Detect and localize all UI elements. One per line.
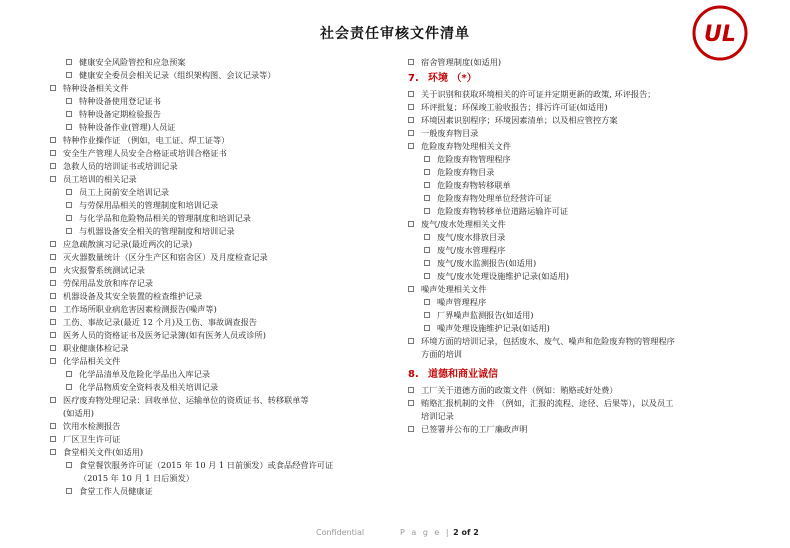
checkbox-icon[interactable] — [424, 260, 430, 266]
checkbox-icon[interactable] — [66, 202, 72, 208]
checklist-item — [66, 381, 385, 394]
checklist-item — [66, 121, 385, 134]
checkbox-icon[interactable] — [66, 59, 72, 65]
checklist-item — [50, 342, 385, 355]
checklist-item-text: 废气/废水监测报告(如适用) — [437, 258, 537, 268]
checklist-item-text: 废气/废水处理设施维护记录(如适用) — [437, 271, 569, 281]
checklist-item — [424, 257, 778, 270]
document-title: 社会责任审核文件清单 — [320, 26, 470, 42]
checklist-item — [424, 179, 778, 192]
checkbox-icon[interactable] — [50, 241, 56, 247]
checklist-item-text: 员工培训的相关记录 — [63, 174, 137, 184]
checklist-item — [50, 82, 385, 95]
checklist-item-text: 与机器设备安全相关的管理制度和培训记录 — [79, 226, 235, 236]
checklist-item — [50, 160, 385, 173]
checkbox-icon[interactable] — [424, 195, 430, 201]
checkbox-icon[interactable] — [408, 91, 414, 97]
checklist-item-text: 已签署并公布的工厂廉政声明 — [421, 424, 528, 434]
checkbox-icon[interactable] — [424, 208, 430, 214]
right-column — [408, 56, 778, 436]
checkbox-icon[interactable] — [408, 221, 414, 227]
checklist-item — [50, 316, 385, 329]
checklist-item-text: 危险废弃物转移单位道路运输许可证 — [437, 206, 569, 216]
checklist-item-text: 与劳保用品相关的管理制度和培训记录 — [79, 200, 219, 210]
checklist-item — [408, 140, 778, 153]
checklist-item-text: 危险废弃物处理单位经营许可证 — [437, 193, 552, 203]
page-number: 2 of 2 — [453, 528, 479, 537]
checklist-item — [408, 56, 778, 69]
checkbox-icon[interactable] — [50, 267, 56, 273]
checklist-item — [66, 368, 385, 381]
checkbox-icon[interactable] — [66, 72, 72, 78]
checklist-item — [50, 277, 385, 290]
checklist-item — [424, 153, 778, 166]
checklist-item-text: 危险废弃物转移联单 — [437, 180, 511, 190]
left-column — [50, 56, 385, 498]
checkbox-icon[interactable] — [424, 273, 430, 279]
checklist-item — [408, 127, 778, 140]
checklist-item-text: 废气/废水管理程序 — [437, 245, 506, 255]
checklist-item-continuation: (如适用) — [63, 408, 94, 418]
checklist-item — [408, 283, 778, 296]
checklist-item-continuation: （2015 年 10 月 1 日后颁发） — [79, 473, 194, 483]
checklist-item-text: 贿赂汇报机制的文件 （例如，汇报的流程、途径、后果等），以及员工 — [421, 398, 674, 408]
checklist-item-text: 特种设备相关文件 — [63, 83, 129, 93]
checklist-item — [66, 199, 385, 212]
checklist-item-text: 医务人员的资格证书及医务记录簿(如有医务人员或诊所) — [63, 330, 266, 340]
checkbox-icon[interactable] — [408, 104, 414, 110]
checklist-item-text: 灭火器数量统计（区分生产区和宿舍区）及月度检查记录 — [63, 252, 268, 262]
checklist-item-text: 厂界噪声监测报告(如适用) — [437, 310, 534, 320]
checkbox-icon[interactable] — [66, 384, 72, 390]
checklist-item — [50, 355, 385, 368]
checklist-item — [408, 88, 778, 101]
checklist-item-text: 环境方面的培训记录，包括废水、废气、噪声和危险废弃物的管理程序 — [421, 336, 675, 346]
checklist-item-text: 与化学品和危险物品相关的管理制度和培训记录 — [79, 213, 251, 223]
checklist-item — [424, 309, 778, 322]
checklist-item — [66, 95, 385, 108]
checkbox-icon[interactable] — [50, 137, 56, 143]
checklist-item-text: 危险废弃物目录 — [437, 167, 495, 177]
checkbox-icon[interactable] — [50, 358, 56, 364]
checkbox-icon[interactable] — [50, 85, 56, 91]
checklist-item-text: 宿舍管理制度(如适用) — [421, 57, 502, 67]
checkbox-icon[interactable] — [424, 182, 430, 188]
checkbox-icon[interactable] — [408, 117, 414, 123]
checklist-item-text: 化学品物质安全资料表及相关培训记录 — [79, 382, 219, 392]
checkbox-icon[interactable] — [424, 299, 430, 305]
checklist-item — [424, 205, 778, 218]
checklist-item-text: 机器设备及其安全装置的检查维护记录 — [63, 291, 203, 301]
checklist-item — [66, 186, 385, 199]
checkbox-icon[interactable] — [66, 215, 72, 221]
checklist-item-text: 急救人员的培训证书或培训记录 — [63, 161, 178, 171]
page-label: P a g e — [400, 528, 442, 537]
checkbox-icon[interactable] — [50, 306, 56, 312]
checklist-item — [50, 303, 385, 316]
checklist-item — [50, 251, 385, 264]
checklist-item — [408, 423, 778, 436]
checkbox-icon[interactable] — [50, 345, 56, 351]
checkbox-icon[interactable] — [66, 98, 72, 104]
section-7-title: 环境 （*） — [428, 73, 477, 84]
checklist-item-text: 饮用水检测报告 — [63, 421, 121, 431]
svg-text:UL: UL — [704, 22, 736, 47]
section-7-heading — [408, 71, 778, 87]
checklist-item-text: 废气/废水排放目录 — [437, 232, 506, 242]
checklist-item — [408, 114, 778, 127]
page-indicator — [400, 528, 479, 537]
checklist-item-text: 健康安全委员会相关记录（组织架构图、会议记录等） — [79, 70, 276, 80]
checklist-item — [66, 485, 385, 498]
checklist-item — [424, 322, 778, 335]
section-8-number: 8. — [408, 369, 419, 380]
checkbox-icon[interactable] — [50, 176, 56, 182]
checklist-item-text: 工伤、事故记录(最近 12 个月)及工伤、事故调查报告 — [63, 317, 257, 327]
checklist-item — [66, 225, 385, 238]
checklist-item-text: 工作场所职业病危害因素检测报告(噪声等) — [63, 304, 217, 314]
checklist-item — [66, 56, 385, 69]
checklist-item — [50, 446, 385, 459]
checkbox-icon[interactable] — [66, 111, 72, 117]
checklist-item-continuation: 方面的培训 — [421, 349, 462, 359]
checklist-item-text: 食堂工作人员健康证 — [79, 486, 153, 496]
checkbox-icon[interactable] — [50, 436, 56, 442]
checklist-item — [424, 231, 778, 244]
checkbox-icon[interactable] — [408, 286, 414, 292]
section-7-number: 7. — [408, 73, 419, 84]
checkbox-icon[interactable] — [424, 312, 430, 318]
checklist-item-text: 应急疏散演习记录(最近两次的记录) — [63, 239, 193, 249]
checkbox-icon[interactable] — [408, 143, 414, 149]
checkbox-icon[interactable] — [408, 400, 414, 406]
checklist-item — [424, 270, 778, 283]
checklist-item-text: 危险废弃物处理相关文件 — [421, 141, 512, 151]
checklist-item — [50, 147, 385, 160]
checklist-item — [50, 420, 385, 433]
checklist-item-text: 医疗废弃物处理记录：回收单位、运输单位的资质证书、转移联单等 — [63, 395, 309, 405]
checklist-item-text: 废气/废水处理相关文件 — [421, 219, 506, 229]
checklist-item — [408, 335, 778, 348]
checklist-item-text: 厂区卫生许可证 — [63, 434, 121, 444]
checklist-item — [66, 108, 385, 121]
checklist-item — [50, 134, 385, 147]
checkbox-icon[interactable] — [424, 247, 430, 253]
checklist-item-text: 火灾报警系统测试记录 — [63, 265, 145, 275]
checklist-item — [408, 101, 778, 114]
checklist-item-text: 化学品相关文件 — [63, 356, 121, 366]
checkbox-icon[interactable] — [50, 332, 56, 338]
checklist-item-text: 关于识别和获取环境相关的许可证并定期更新的政策, 环评报告； — [421, 89, 656, 99]
checklist-item — [424, 244, 778, 257]
checklist-item — [408, 397, 778, 410]
checklist-item-text: 噪声处理设施维护记录(如适用) — [437, 323, 550, 333]
page-separator: | — [445, 528, 449, 537]
checklist-item — [50, 433, 385, 446]
checklist-item — [66, 212, 385, 225]
checkbox-icon[interactable] — [408, 59, 414, 65]
checkbox-icon[interactable] — [50, 163, 56, 169]
checkbox-icon[interactable] — [424, 169, 430, 175]
checklist-item — [50, 329, 385, 342]
checklist-item-text: 特种设备定期检验报告 — [79, 109, 161, 119]
checklist-item-text: 一般废弃物目录 — [421, 128, 479, 138]
checklist-item-text: 劳保用品发放和库存记录 — [63, 278, 154, 288]
section-8-heading — [408, 367, 778, 383]
checklist-item — [408, 218, 778, 231]
checkbox-icon[interactable] — [408, 338, 414, 344]
checklist-item — [66, 69, 385, 82]
checkbox-icon[interactable] — [50, 423, 56, 429]
checkbox-icon[interactable] — [50, 293, 56, 299]
checkbox-icon[interactable] — [50, 319, 56, 325]
checkbox-icon[interactable] — [66, 124, 72, 130]
checkbox-icon[interactable] — [50, 397, 56, 403]
checklist-item-text: 噪声管理程序 — [437, 297, 487, 307]
checklist-item — [424, 166, 778, 179]
checkbox-icon[interactable] — [50, 150, 56, 156]
page-footer — [0, 528, 790, 542]
checkbox-icon[interactable] — [50, 254, 56, 260]
checklist-item-text: 职业健康体检记录 — [63, 343, 129, 353]
checklist-item — [408, 384, 778, 397]
checklist-item — [424, 192, 778, 205]
checklist-item-text: 环评批复；环保竣工验收报告；排污许可证(如适用) — [421, 102, 608, 112]
checklist-item-text: 特种作业操作证 （例如，电工证、焊工证等） — [63, 135, 230, 145]
section-8-title: 道德和商业诚信 — [428, 369, 498, 380]
checkbox-icon[interactable] — [50, 280, 56, 286]
checkbox-icon[interactable] — [66, 228, 72, 234]
ul-logo — [692, 5, 748, 61]
checklist-item-text: 特种设备使用登记证书 — [79, 96, 161, 106]
checkbox-icon[interactable] — [66, 488, 72, 494]
checkbox-icon[interactable] — [66, 462, 72, 468]
checkbox-icon[interactable] — [424, 156, 430, 162]
checklist-item — [424, 296, 778, 309]
checkbox-icon[interactable] — [408, 130, 414, 136]
checkbox-icon[interactable] — [424, 325, 430, 331]
checklist-item-text: 工厂关于道德方面的政策文件（例如：贿赂或好处费） — [421, 385, 618, 395]
checklist-item-text: 健康安全风险管控和应急预案 — [79, 57, 186, 67]
checklist-item-text: 食堂相关文件(如适用) — [63, 447, 144, 457]
checklist-item — [50, 290, 385, 303]
checklist-item — [50, 264, 385, 277]
checkbox-icon[interactable] — [66, 371, 72, 377]
checklist-item-text: 员工上岗前安全培训记录 — [79, 187, 170, 197]
checklist-item-text: 化学品清单及危险化学品出入库记录 — [79, 369, 211, 379]
checklist-item-text: 危险废弃物管理程序 — [437, 154, 511, 164]
checkbox-icon[interactable] — [50, 449, 56, 455]
checkbox-icon[interactable] — [408, 426, 414, 432]
checklist-item-text: 环境因素识别程序；环境因素清单；以及相应管控方案 — [421, 115, 618, 125]
checklist-item — [50, 238, 385, 251]
checklist-item — [50, 173, 385, 186]
checklist-item — [50, 394, 385, 407]
checklist-item-text: 噪声处理相关文件 — [421, 284, 487, 294]
checklist-item-text: 食堂餐饮服务许可证（2015 年 10 月 1 日前颁发）或食品经营许可证 — [79, 460, 334, 470]
checklist-item-text: 特种设备作业(管理)人员证 — [79, 122, 176, 132]
checklist-item-continuation: 培训记录 — [421, 411, 454, 421]
checklist-item — [66, 459, 385, 472]
checklist-item-text: 安全生产管理人员安全合格证或培训合格证书 — [63, 148, 227, 158]
confidential-label: Confidential — [316, 528, 365, 537]
checkbox-icon[interactable] — [66, 189, 72, 195]
checkbox-icon[interactable] — [424, 234, 430, 240]
checkbox-icon[interactable] — [408, 387, 414, 393]
